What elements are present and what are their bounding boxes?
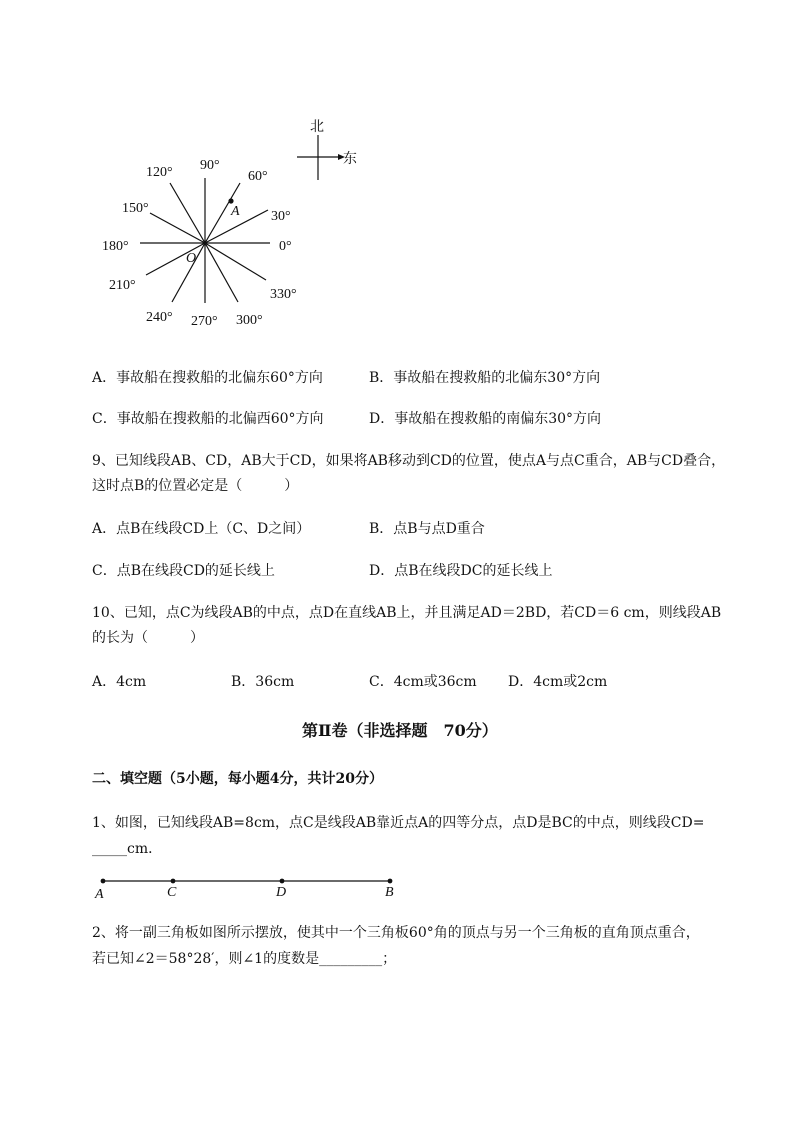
- angle-180: 180°: [102, 239, 129, 254]
- segment-diagram: [90, 870, 410, 902]
- compass-diagram: [0, 0, 400, 340]
- point-a-marker: [101, 879, 106, 884]
- fill2-stem-line2: 若已知∠2＝58°28′，则∠1的度数是_________；: [92, 951, 397, 967]
- direction-rays: [140, 178, 270, 303]
- q10-option-c: C．4cm或36cm: [369, 674, 477, 690]
- q10-stem-line2: 的长为（ ）: [92, 630, 204, 646]
- angle-0: 0°: [279, 239, 292, 254]
- q9-option-a: A．点B在线段CD上（C、D之间）: [92, 521, 311, 537]
- q8-option-c: C．事故船在搜救船的北偏西60°方向: [92, 411, 324, 427]
- q9-option-b: B．点B与点D重合: [369, 521, 485, 537]
- angle-30: 30°: [271, 209, 291, 224]
- fill1-stem-line1: 1、如图，已知线段AB=8cm，点C是线段AB靠近点A的四等分点，点D是BC的中点，则线段CD=: [92, 815, 705, 831]
- north-east-indicator: [297, 119, 357, 180]
- angle-150: 150°: [122, 201, 149, 216]
- q10-stem-line1: 10、已知，点C为线段AB的中点，点D在直线AB上，并且满足AD＝2BD，若CD＝6 cm，则线段AB: [92, 605, 722, 621]
- fill2-stem-line1: 2、将一副三角板如图所示摆放，使其中一个三角板60°角的顶点与另一个三角板的直角顶点重合，: [92, 925, 700, 941]
- q10-option-b: B．36cm: [231, 674, 295, 690]
- point-d-marker: [280, 879, 285, 884]
- fill1-stem-line2: _____cm．: [92, 841, 163, 857]
- segment-label-b: B: [385, 885, 394, 900]
- q10-option-d: D．4cm或2cm: [508, 674, 608, 690]
- point-b-marker: [388, 879, 393, 884]
- north-label: 北: [310, 120, 324, 135]
- q9-option-c: C．点B在线段CD的延长线上: [92, 563, 275, 579]
- q9-option-d: D．点B在线段DC的延长线上: [369, 563, 553, 579]
- segment-label-a: A: [95, 887, 104, 902]
- section-heading: 二、填空题（5小题，每小题4分，共计20分）: [92, 771, 383, 787]
- angle-330: 330°: [270, 287, 297, 302]
- angle-240: 240°: [146, 310, 173, 325]
- q10-option-a: A．4cm: [92, 674, 147, 690]
- q8-option-b: B．事故船在搜救船的北偏东30°方向: [369, 370, 601, 386]
- q9-stem-line2: 这时点B的位置必定是（ ）: [92, 478, 299, 494]
- angle-60: 60°: [248, 169, 268, 184]
- section-title: 第Ⅱ卷（非选择题 70分）: [302, 721, 498, 740]
- angle-120: 120°: [146, 165, 173, 180]
- segment-label-d: D: [276, 885, 287, 900]
- east-label: 东: [343, 152, 357, 167]
- origin-label: O: [186, 251, 197, 266]
- point-a-dot: [228, 198, 233, 203]
- q8-option-d: D．事故船在搜救船的南偏东30°方向: [369, 411, 602, 427]
- angle-210: 210°: [109, 278, 136, 293]
- q9-stem-line1: 9、已知线段AB、CD，AB大于CD，如果将AB移动到CD的位置，使点A与点C重合，AB与CD叠合，: [92, 453, 726, 469]
- q8-option-a: A．事故船在搜救船的北偏东60°方向: [92, 370, 323, 386]
- segment-label-c: C: [167, 885, 177, 900]
- point-a-label: A: [231, 204, 240, 219]
- angle-270: 270°: [191, 314, 218, 329]
- angle-90: 90°: [200, 158, 220, 173]
- point-c-marker: [171, 879, 176, 884]
- angle-300: 300°: [236, 313, 263, 328]
